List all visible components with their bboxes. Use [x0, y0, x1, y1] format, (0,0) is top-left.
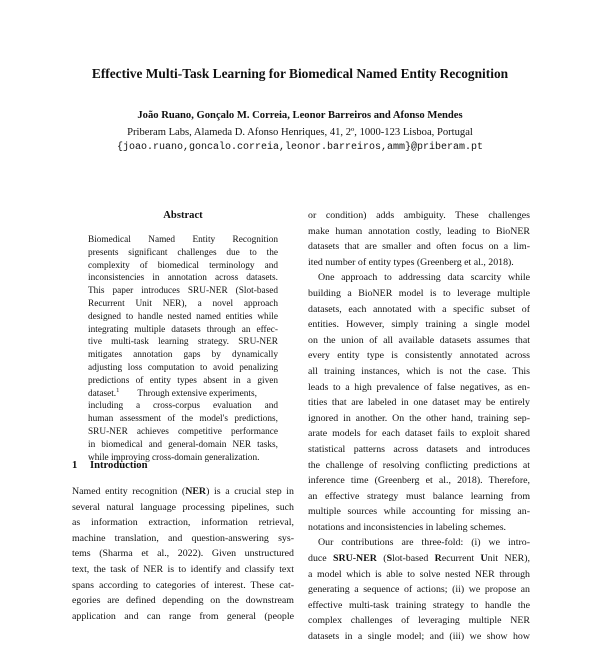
abstract-line — [88, 388, 278, 401]
body-line: duce SRU-NER (Slot-based Recurrent Unit NER), — [308, 553, 530, 565]
abstract-heading: Abstract — [163, 210, 203, 221]
body-line: a model which is able to solve nested NER through — [308, 568, 530, 580]
intro-line: tems (Sharma et al., 2022). Given unstructured — [72, 548, 294, 560]
body-line: building a BioNER model is to leverage multiple — [308, 287, 530, 299]
abstract-line: integrating multiple datasets through an effec- — [88, 324, 278, 335]
body-line: on the union of all available datasets assumes that — [308, 334, 530, 346]
intro-line: several natural language processing pipelines, such — [72, 501, 294, 513]
introduction-body — [72, 484, 294, 624]
abstract-text: dataset. — [88, 388, 117, 399]
body-line: an effective strategy must balance learning from — [308, 490, 530, 502]
intro-line: spans according to categories of interest. These cat- — [72, 579, 294, 591]
abstract-line: This paper introduces SRU-NER (Slot-based — [88, 286, 278, 297]
abstract-line: predictions of entity types absent in a given — [88, 375, 278, 386]
intro-line: egories are defined depending on the downstream — [72, 595, 294, 607]
body-line: effective multi-task training strategy to handle the — [308, 599, 530, 611]
section-number: 1 — [72, 460, 78, 471]
body-line: One approach to addressing data scarcity while — [318, 272, 530, 284]
paper-title: Effective Multi-Task Learning for Biomedical Named Entity Recognition — [91, 66, 509, 81]
abstract-line: inconsistencies in annotation across datasets. — [88, 273, 278, 284]
abstract-line: including a cross-corpus evaluation and — [88, 401, 278, 412]
body-line: make human annotation costly, leading to BioNER — [308, 225, 530, 237]
abstract-line: mitigates annotation gaps by dynamically — [88, 350, 278, 361]
paper-emails: {joao.ruano,goncalo.correia,leonor.barreiros,amm}@priberam.pt — [116, 142, 484, 153]
body-line: statistical patterns across datasets and introduces — [308, 443, 530, 455]
paper-authors: João Ruano, Gonçalo M. Correia, Leonor Barreiros and Afonso Mendes — [137, 110, 463, 121]
body-line: multiple sources while accounting for missing an- — [308, 506, 530, 518]
body-line: ignored in another. On the other hand, training sep- — [308, 412, 530, 424]
body-line: ited number of entity types (Greenberg et al., 2018). — [308, 256, 514, 268]
body-line: notations and inconsistencies in labeling schemes. — [308, 521, 507, 533]
abstract-line: while improving cross-domain generalization. — [88, 452, 260, 463]
abstract-line: Recurrent Unit NER), a novel approach — [88, 298, 278, 309]
footnote-marker[interactable]: 1 — [116, 387, 120, 394]
body-line: leads to a high prevalence of false negatives, as en- — [308, 381, 530, 393]
abstract-line: Biomedical Named Entity Recognition — [88, 235, 278, 245]
body-line: entities. However, simply training a single model — [308, 319, 530, 331]
sru-ner-name: SRU-NER — [333, 553, 377, 565]
abstract-body — [88, 234, 278, 464]
abstract-line: adjusting loss computation to avoid penalizing — [88, 362, 278, 373]
abstract-line: complexity of biomedical terminology and — [88, 260, 278, 271]
body-line: generating a sequence of actions; (ii) we propose an — [308, 584, 530, 596]
body-line: or condition) adds ambiguity. These challenges — [308, 210, 530, 221]
abstract-line: SRU-NER achieves competitive performance — [88, 426, 278, 437]
body-line: inference time (Greenberg et al., 2018). Therefore, — [308, 475, 530, 487]
abstract-text: Through extensive experiments, — [137, 388, 257, 399]
section-title: Introduction — [90, 460, 148, 471]
abstract-line: designed to handle nested named entities while — [88, 311, 278, 322]
abstract-line: human assessment of the model's predictions, — [88, 414, 278, 425]
abstract-line: in biomedical and general-domain NER tasks, — [88, 439, 278, 450]
body-line: every entity type is consistently annotated across — [308, 350, 530, 362]
section-heading-introduction — [72, 460, 148, 471]
intro-line: Named entity recognition (NER) is a crucial step in — [72, 486, 294, 497]
intro-line: as information extraction, information retrieval, — [72, 517, 294, 529]
intro-line: machine translation, and question-answering sys- — [72, 532, 294, 544]
body-line: tities that are labeled in one dataset may be entirely — [308, 397, 530, 409]
body-line: datasets in a single model; and (iii) we show how — [308, 631, 530, 643]
body-line: datasets that are smaller and often focus on a lim- — [308, 241, 530, 253]
right-column — [308, 208, 530, 645]
body-line: the challenge of resolving conflicting predictions at — [308, 459, 530, 471]
body-line: all training instances, which is not the case. This — [308, 365, 530, 377]
intro-line: application and can range from general (people — [72, 610, 294, 622]
intro-line: text, the task of NER is to identify and classify text — [72, 563, 294, 575]
body-line: datasets, each annotated with a specific subset of — [308, 303, 530, 315]
abstract-line: tive multi-task learning strategy. SRU-NER — [88, 337, 278, 348]
abstract-line: presents significant challenges due to the — [88, 247, 278, 258]
paper-affiliation: Priberam Labs, Alameda D. Afonso Henriques, 41, 2º, 1000-123 Lisboa, Portugal — [127, 127, 473, 138]
ner-abbrev: NER — [185, 486, 207, 497]
body-line: Our contributions are three-fold: (i) we intro- — [318, 537, 530, 549]
body-line: arate models for each dataset fails to exploit shared — [308, 428, 530, 440]
body-line: complex challenges of leveraging multiple NER — [308, 615, 530, 627]
